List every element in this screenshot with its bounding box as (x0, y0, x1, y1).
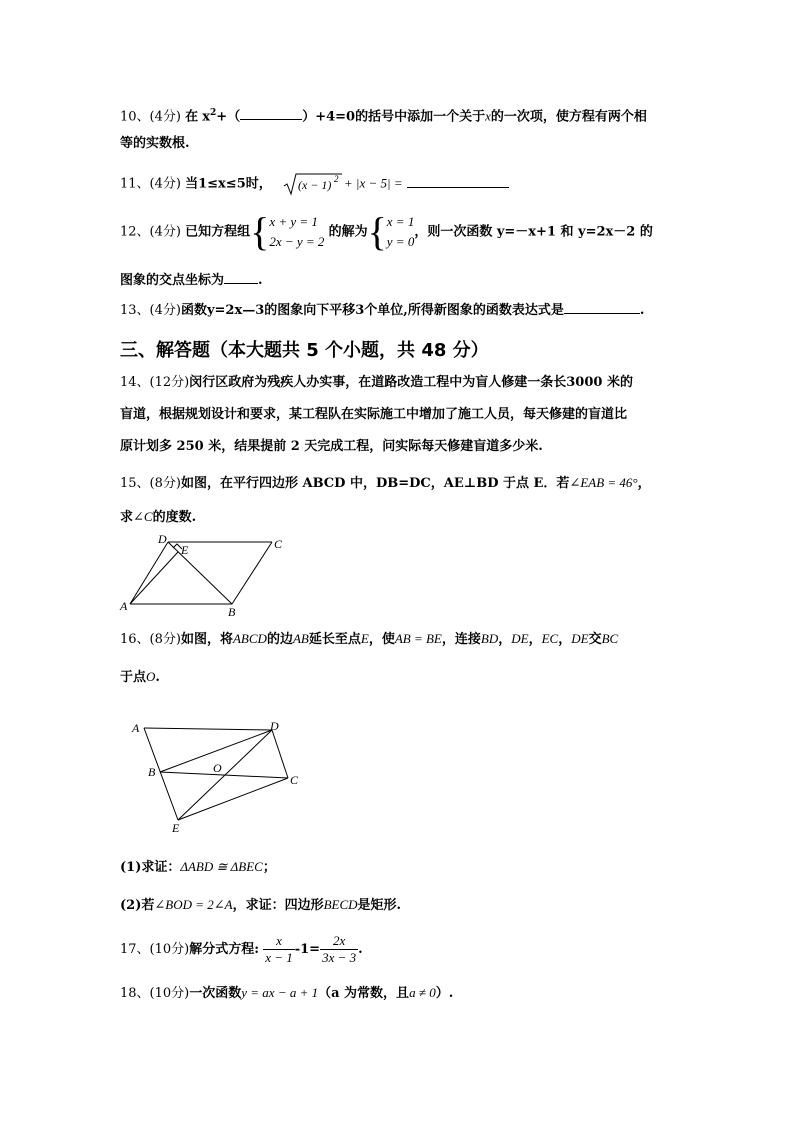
left-brace: { (367, 209, 387, 254)
question-13: 13、(4分)函数y=2x—3的图象向下平移3个单位,所得新图象的函数表达式是 . (120, 303, 645, 318)
question-12-line2: 图象的交点坐标为 . (120, 273, 263, 288)
label-a: A (132, 721, 140, 735)
fraction: $\frac{x}{x - 1}$ (265, 933, 293, 965)
question-12: 12、(4分) 已知方程组{ x + y = 1 2x − y = 2 的解为{ x = 1 y = 0 ，则一次函数 y=－x+1 和 y=2x－2 的 (120, 209, 653, 254)
question-16-part1: (1)求证：ΔABD ≅ ΔBEC； (120, 859, 276, 875)
edge-dc (272, 730, 288, 778)
question-number: 14、(12分) (120, 375, 190, 390)
solution-system: x = 1 y = 0 (386, 214, 415, 249)
question-number: 13、(4分) (120, 303, 181, 318)
figure-q15 (116, 530, 296, 620)
question-number: 15、(8分) (120, 476, 181, 491)
question-10-line2: 等的实数根. (120, 136, 190, 151)
question-15-line2: 求∠C的度数. (120, 509, 197, 525)
question-11: 11、(4分) 当1≤x≤5时， (x − 1) 2 + |x − 5| = (120, 172, 509, 196)
question-15: 15、(8分)如图，在平行四边形 ABCD 中，DB=DC，AE⊥BD 于点 E．若∠EAB = 46°， (120, 475, 651, 491)
answer-blank[interactable] (224, 271, 258, 284)
label-b: B (228, 605, 236, 619)
question-16: 16、(8分)如图，将ABCD的边AB延长至点E，使AB = BE，连接BD，DE，EC，DE交BC (120, 631, 619, 647)
question-number: 12、(4分) (120, 224, 181, 240)
question-17: 17、(10分)解分式方程: $\frac{x}{x - 1}$ -1= $\frac{2x}{3x - 3}$ . (120, 933, 363, 965)
svg-text:(x − 1): (x − 1) (297, 178, 332, 192)
label-e: E (181, 543, 189, 557)
question-14-line3: 原计划多 250 米，结果提前 2 天完成工程，问实际每天修建盲道多少米. (120, 439, 543, 454)
sqrt-expression (282, 172, 344, 196)
question-10: 10、(4分) 在 $x^2+$（ ）+4=0的括号中添加一个关于x的一次项，使方程有两个相 (120, 108, 647, 125)
label-c: C (274, 537, 283, 551)
label-e: E (172, 821, 180, 835)
sqrt-sign-icon (282, 172, 344, 196)
edge-bc (160, 772, 288, 778)
label-c: C (290, 773, 299, 787)
question-14: 14、(12分)闵行区政府为残疾人办实事，在道路改造工程中为盲人修建一条长3000 米的 (120, 375, 633, 390)
label-b: B (148, 765, 156, 779)
edge-cb (232, 542, 272, 604)
question-number: 10、(4分) (120, 109, 181, 125)
answer-blank[interactable] (564, 301, 640, 314)
edge-ae (130, 552, 178, 604)
edge-ad (130, 542, 168, 604)
question-16-line2: 于点O. (120, 669, 160, 685)
question-number: 16、(8分) (120, 632, 181, 647)
equation-system: x + y = 1 2x − y = 2 (269, 214, 325, 249)
svg-text:2: 2 (333, 174, 339, 184)
edge-ec (178, 778, 288, 820)
edge-ed (178, 730, 272, 820)
fraction: $\frac{2x}{3x - 3}$ (322, 933, 357, 965)
question-number: 17、(10分) (120, 942, 190, 957)
label-d: D (270, 719, 279, 733)
figure-q16 (124, 712, 314, 840)
question-number: 11、(4分) (120, 176, 181, 192)
edge-db (168, 542, 232, 604)
edge-ad (144, 728, 272, 730)
left-brace: { (250, 209, 270, 254)
label-a: A (120, 599, 128, 613)
answer-blank[interactable] (407, 175, 509, 188)
question-number: 18、(10分) (120, 986, 190, 1001)
answer-blank[interactable] (240, 107, 302, 120)
question-18: 18、(10分)一次函数y = ax − a + 1（a 为常数，且a ≠ 0）. (120, 985, 454, 1001)
label-o: O (213, 761, 222, 775)
section-heading: 三、解答题（本大题共 5 个小题，共 48 分） (120, 340, 489, 361)
label-d: D (158, 532, 167, 546)
question-16-part2: (2)若∠BOD = 2∠A，求证：四边形BECD是矩形. (120, 897, 402, 913)
question-14-line2: 盲道，根据规划设计和要求，某工程队在实际施工中增加了施工人员，每天修建的盲道比 (120, 407, 628, 422)
